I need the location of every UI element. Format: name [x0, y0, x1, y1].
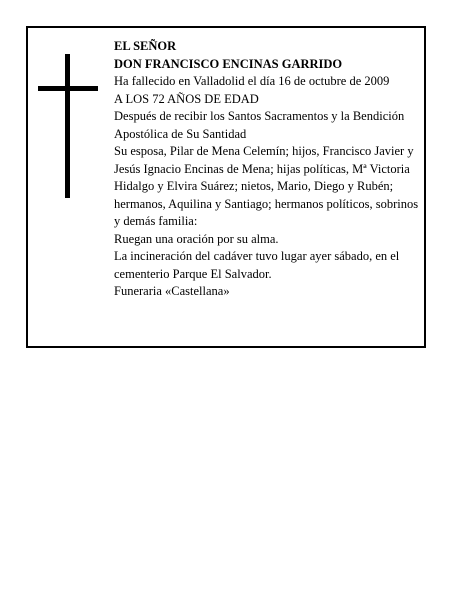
cross-horizontal-bar — [38, 86, 98, 91]
cross-vertical-bar — [65, 54, 70, 198]
age-statement: A LOS 72 AÑOS DE EDAD — [114, 91, 259, 106]
obituary-text — [114, 38, 420, 301]
cremation-statement: La incineración del cadáver tuvo lugar ayer sábado, en el cementerio Parque El Salvador. — [114, 249, 400, 281]
family-statement: Su esposa, Pilar de Mena Celemín; hijos, Francisco Javier y Jesús Ignacio Encinas de Mena; hijas políticas, Mª Victoria Hidalgo y Elvira Suárez; nietos, Mario, Diego y Rubén; hermanos, Aquilina y Santiago; hermanos políticos, sobrinos y demás familia: — [114, 144, 419, 228]
death-statement: Ha fallecido en Valladolid el día 16 de octubre de 2009 — [114, 74, 390, 88]
funeral-home: Funeraria «Castellana» — [114, 284, 230, 298]
cross-icon — [38, 54, 98, 198]
sacraments-statement: Después de recibir los Santos Sacramentos y la Bendición Apostólica de Su Santidad — [114, 109, 405, 141]
title-line: EL SEÑOR — [114, 39, 177, 53]
deceased-name: DON FRANCISCO ENCINAS GARRIDO — [114, 56, 343, 71]
prayer-request: Ruegan una oración por su alma. — [114, 231, 279, 246]
